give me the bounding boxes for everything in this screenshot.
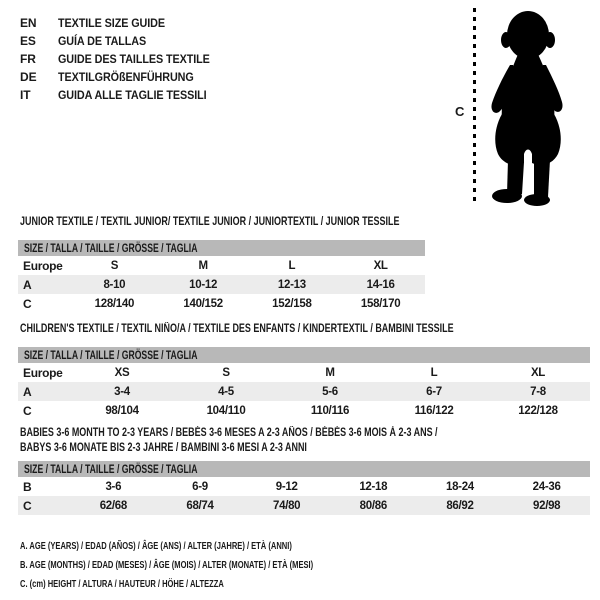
row-label-cell: Europe [23,365,63,380]
language-title: TEXTILE SIZE GUIDE [58,16,166,30]
note-text: B. AGE (MONTHS) / EDAD (MESES) / ÂGE (MOIS) / ALTER (MONATE) / ETÀ (MESI) [20,559,314,571]
table-row [18,401,590,420]
table-row [18,363,590,382]
table-row [18,275,425,294]
language-title: GUIDE DES TAILLES TEXTILE [58,52,210,66]
size-value-cell: 80/86 [330,496,417,515]
size-value-cell: M [325,366,335,379]
size-value-cell: 68/74 [157,496,244,515]
note-text: C. (cm) HEIGHT / ALTURA / HAUTEUR / HÖHE / ALTEZZA [20,578,224,590]
size-value-cell: 152/158 [272,297,312,310]
size-value-cell: 74/80 [243,496,330,515]
size-value-cell: 86/92 [417,496,504,515]
size-header-label: SIZE / TALLA / TAILLE / GRÖSSE / TAGLIA [24,462,198,476]
size-value-cell: L [288,259,296,272]
size-value-cell: S [110,259,119,272]
size-value-cell: 128/140 [94,297,135,310]
language-row [20,68,227,86]
babies-size-table [18,461,590,515]
height-measure-label: C [455,104,465,119]
language-code: IT [20,88,31,102]
size-header-bar [18,347,590,363]
size-value-cell: 12-13 [248,275,337,294]
note-text: A. AGE (YEARS) / EDAD (AÑOS) / ÂGE (ANS) / ALTER (JAHRE) / ETÀ (ANNI) [20,540,292,552]
language-title: GUIDA ALLE TAGLIE TESSILI [58,88,207,102]
size-value-cell: 4-5 [174,382,278,401]
size-value-cell: 18-24 [445,480,474,493]
row-label-cell: C [23,296,32,311]
row-label-cell: C [23,403,32,418]
size-value-cell: 116/122 [414,404,454,417]
size-header-row [18,347,590,363]
heading-line: CHILDREN'S TEXTILE / TEXTIL NIÑO/A / TEXTILE DES ENFANTS / KINDERTEXTIL / BAMBINI TESSILE [20,323,454,335]
language-row [20,14,227,32]
size-value-cell: M [198,259,208,272]
size-value-cell: XL [530,366,546,379]
size-value-cell: 3-6 [105,480,122,493]
size-header-row [18,461,590,477]
language-row [20,32,227,50]
children-size-table [18,347,590,420]
size-value-cell: 5-6 [278,382,382,401]
language-row [20,86,227,104]
heading-line: BABYS 3-6 MONATE BIS 2-3 JAHRE / BAMBINI 3-6 MESI A 2-3 ANNI [20,442,307,454]
size-value-cell: 24-36 [532,480,561,493]
size-value-cell: 92/98 [503,496,590,515]
language-code: FR [20,52,36,66]
size-value-cell: 122/128 [518,404,558,417]
size-header-bar [18,240,425,256]
size-value-cell: 140/152 [183,297,223,310]
size-value-cell: 104/110 [206,404,246,417]
size-header-row [18,240,425,256]
size-value-cell: 98/104 [105,404,139,417]
language-code: DE [20,70,37,84]
language-code: ES [20,34,36,48]
language-title: GUÍA DE TALLAS [58,34,147,48]
size-value-cell: 3-4 [70,382,174,401]
row-label-cell: A [18,382,70,401]
size-header-bar [18,461,590,477]
row-label-cell: Europe [23,258,63,273]
size-value-cell: 8-10 [70,275,159,294]
size-value-cell: 14-16 [336,275,425,294]
table-row [18,294,425,313]
language-title: TEXTILGRÖßENFÜHRUNG [58,70,194,84]
size-value-cell: 6-7 [382,382,486,401]
babies-section-heading [20,426,555,456]
row-label-cell: B [23,479,32,494]
language-code: EN [20,16,37,30]
baby-silhouette-icon [479,8,577,206]
note-line [20,537,427,556]
size-header-label: SIZE / TALLA / TAILLE / GRÖSSE / TAGLIA [24,241,198,255]
table-row [18,382,590,401]
size-value-cell: 6-9 [192,480,208,493]
size-value-cell: 9-12 [275,480,298,493]
size-value-cell: 110/116 [310,404,350,417]
size-value-cell: 7-8 [486,382,590,401]
size-value-cell: 158/170 [360,297,401,310]
size-value-cell: XL [373,259,388,272]
children-section-heading [20,322,576,337]
size-header-label: SIZE / TALLA / TAILLE / GRÖSSE / TAGLIA [24,348,198,362]
heading-line: BABIES 3-6 MONTH TO 2-3 YEARS / BEBÉS 3-6 MESES A 2-3 AÑOS / BÉBÉS 3-6 MOIS À 2-3 ANS / [20,427,438,439]
note-line [20,575,427,594]
language-row [20,50,227,68]
size-value-cell: 12-18 [359,480,388,493]
language-title-list [20,14,227,104]
note-line [20,556,427,575]
height-dashed-line [473,8,476,205]
legend-notes [20,537,427,594]
junior-section-heading [20,215,506,230]
table-row [18,256,425,275]
row-label-cell: C [18,496,70,515]
size-value-cell: 10-12 [159,275,248,294]
size-value-cell: XS [114,366,130,379]
heading-line: JUNIOR TEXTILE / TEXTIL JUNIOR/ TEXTILE JUNIOR / JUNIORTEXTIL / JUNIOR TESSILE [20,216,400,228]
table-row [18,496,590,515]
row-label-cell: A [18,275,70,294]
junior-size-table [18,240,425,313]
size-value-cell: L [430,366,438,379]
table-row [18,477,590,496]
size-value-cell: 62/68 [70,496,157,515]
size-value-cell: S [222,366,230,379]
